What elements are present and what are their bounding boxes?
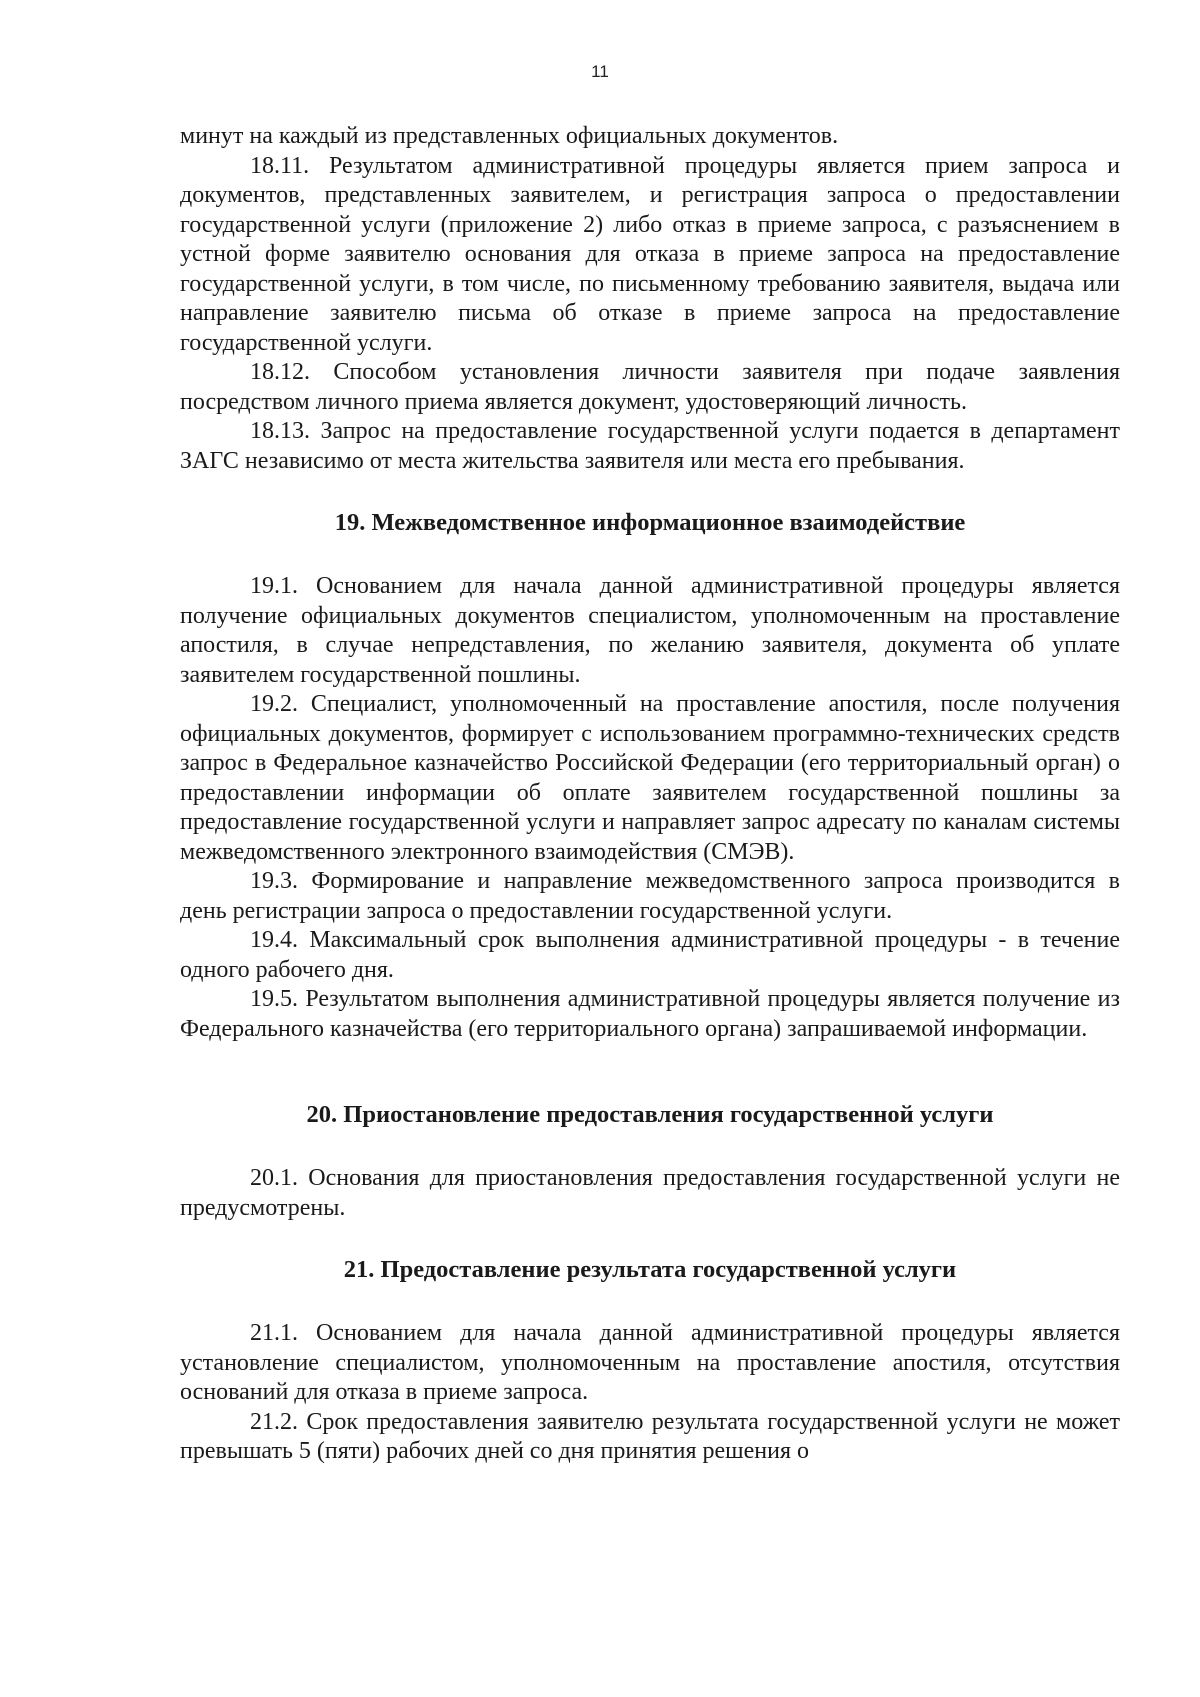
paragraph-19-3: 19.3. Формирование и направление межведомственного запроса производится в день регистрации запроса о предоставлении государственной услуги. [180, 868, 1120, 924]
page-number: 11 [591, 62, 609, 81]
paragraph-18-13: 18.13. Запрос на предоставление государственной услуги подается в департамент ЗАГС независимо от места жительства заявителя или места его пребывания. [180, 418, 1120, 474]
paragraph-19-1: 19.1. Основанием для начала данной административной процедуры является получение официальных документов специалистом, уполномоченным на проставление апостиля, в случае непредставления, по желанию заявителя, документа об уплате заявителем государственной пошлины. [180, 573, 1120, 688]
section-heading-19: 19. Межведомственное информационное взаимодействие [334, 509, 966, 536]
paragraph-19-4: 19.4. Максимальный срок выполнения административной процедуры - в течение одного рабочего дня. [180, 927, 1120, 983]
section-heading-20: 20. Приостановление предоставления государственной услуги [306, 1101, 994, 1128]
paragraph-19-5: 19.5. Результатом выполнения административной процедуры является получение из Федерального казначейства (его территориального органа) запрашиваемой информации. [180, 986, 1120, 1042]
paragraph-18-12: 18.12. Способом установления личности заявителя при подаче заявления посредством личного приема является документ, удостоверяющий личность. [180, 359, 1120, 415]
paragraph-19-2: 19.2. Специалист, уполномоченный на проставление апостиля, после получения официальных документов, формирует с использованием программно-технических средств запрос в Федеральное казначейство Российской Федерации (его территориальный орган) о предоставлении информации об оплате заявителем государственной пошлины за предоставление государственной услуги и направляет запрос адресату по каналам системы межведомственного электронного взаимодействия (СМЭВ). [180, 691, 1120, 865]
paragraph-20-1: 20.1. Основания для приостановления предоставления государственной услуги не предусмотрены. [180, 1165, 1120, 1221]
paragraph-21-1: 21.1. Основанием для начала данной административной процедуры является установление специалистом, уполномоченным на проставление апостиля, отсутствия оснований для отказа в приеме запроса. [180, 1320, 1120, 1405]
paragraph-18-11: 18.11. Результатом административной процедуры является прием запроса и документов, представленных заявителем, и регистрация запроса о предоставлении государственной услуги (приложение 2) либо отказ в приеме запроса, с разъяснением в устной форме заявителю основания для отказа в приеме запроса на предоставление государственной услуги, в том числе, по письменному требованию заявителя, выдача или направление заявителю письма об отказе в приеме запроса на предоставление государственной услуги. [180, 152, 1120, 356]
section-heading-21: 21. Предоставление результата государственной услуги [343, 1256, 957, 1283]
document-body [180, 122, 1120, 1467]
paragraph-continuation: минут на каждый из представленных официальных документов. [180, 123, 839, 149]
paragraph-21-2: 21.2. Срок предоставления заявителю результата государственной услуги не может превышать 5 (пяти) рабочих дней со дня принятия решения о [180, 1408, 1120, 1464]
